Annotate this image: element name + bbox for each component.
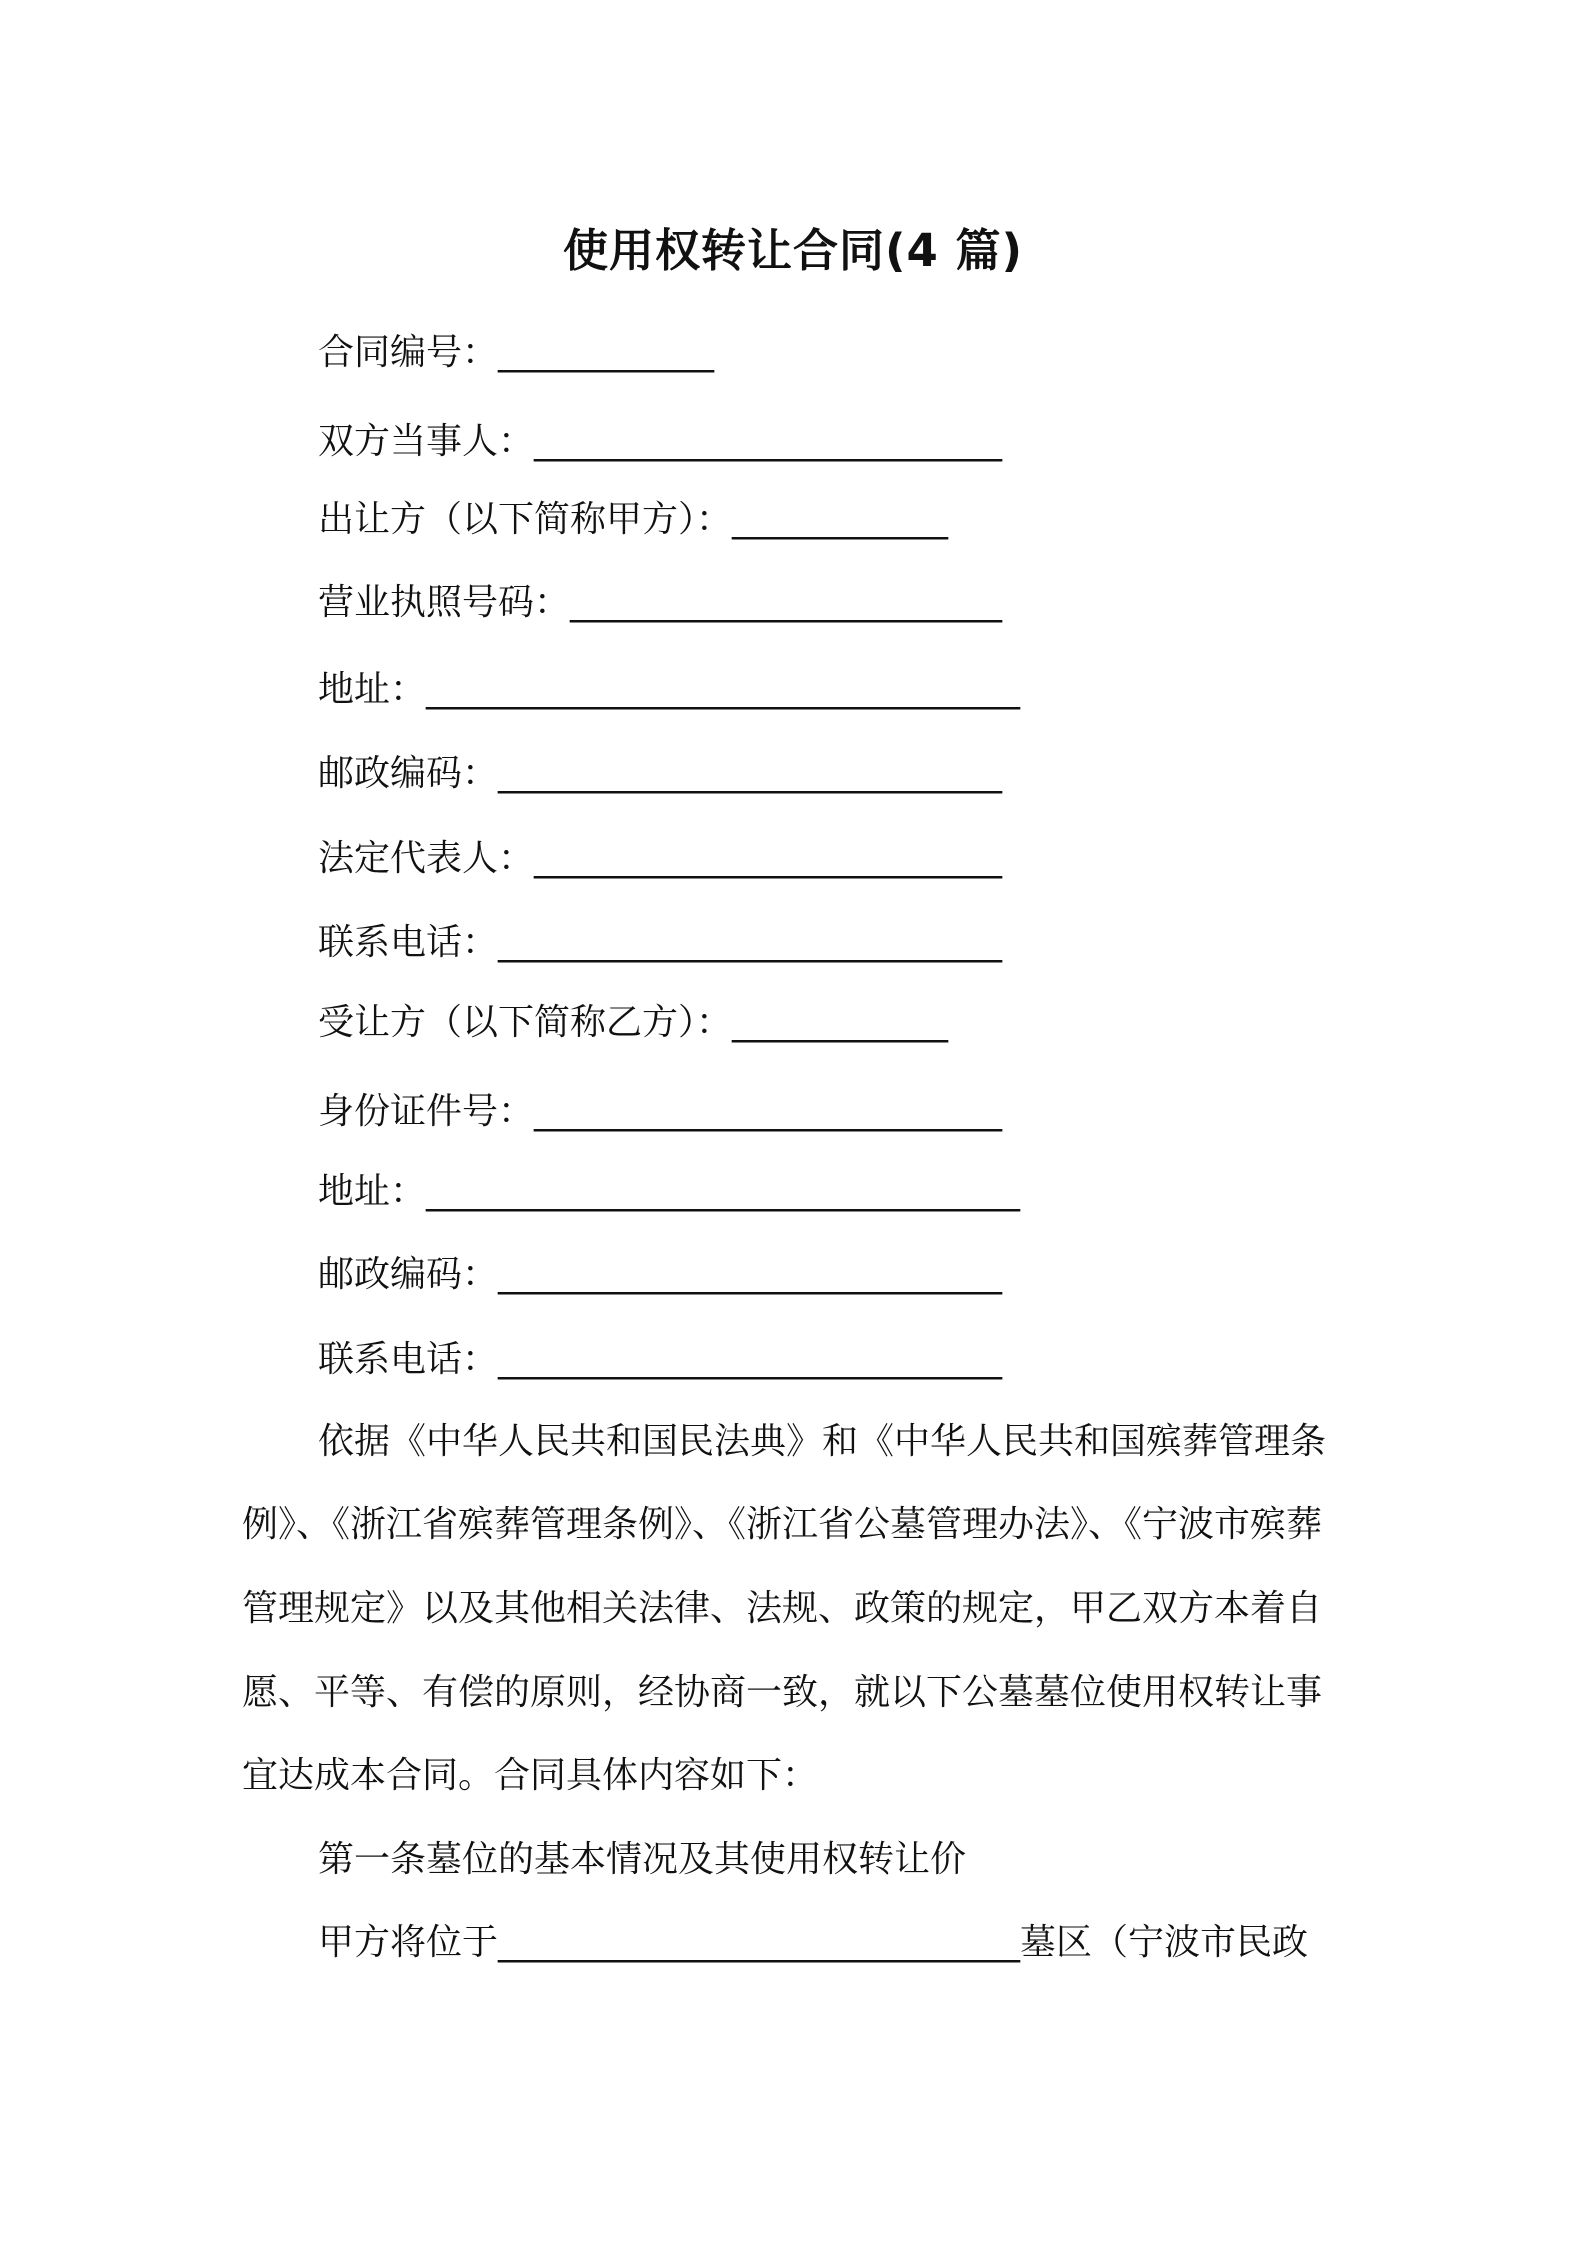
field-transferee: 受让方（以下简称乙方）：____________ (318, 1002, 949, 1043)
body-line: 宜达成本合同。合同具体内容如下： (242, 1755, 819, 1796)
body-line: 依据《中华人民共和国民法典》和《中华人民共和国殡葬管理条 (318, 1421, 1327, 1462)
body-line: 例》、《浙江省殡葬管理条例》、《浙江省公墓管理办法》、《宁波市殡葬 (242, 1504, 1323, 1545)
field-business-license: 营业执照号码：________________________ (318, 582, 1003, 623)
body-line: 管理规定》以及其他相关法律、法规、政策的规定，甲乙双方本着自 (242, 1588, 1323, 1629)
field-id-number: 身份证件号：__________________________ (318, 1091, 1003, 1132)
body-line-last: 甲方将位于_____________________________墓区（宁波市民政 (318, 1922, 1309, 1963)
field-postcode-a: 邮政编码：____________________________ (318, 753, 1003, 794)
field-parties: 双方当事人：__________________________ (318, 421, 1003, 462)
field-address-b: 地址：_________________________________ (318, 1171, 1021, 1212)
field-phone-b: 联系电话：____________________________ (318, 1339, 1003, 1380)
body-line: 愿、平等、有偿的原则，经协商一致，就以下公墓墓位使用权转让事 (242, 1672, 1323, 1713)
document-title: 使用权转让合同(4 篇) (562, 224, 1024, 277)
article-heading: 第一条墓位的基本情况及其使用权转让价 (318, 1839, 967, 1880)
field-postcode-b: 邮政编码：____________________________ (318, 1254, 1003, 1295)
field-transferor: 出让方（以下简称甲方）：____________ (318, 499, 949, 540)
field-contract-number: 合同编号：____________ (318, 332, 715, 373)
field-legal-representative: 法定代表人：__________________________ (318, 838, 1003, 879)
field-address-a: 地址：_________________________________ (318, 669, 1021, 710)
field-phone-a: 联系电话：____________________________ (318, 922, 1003, 963)
